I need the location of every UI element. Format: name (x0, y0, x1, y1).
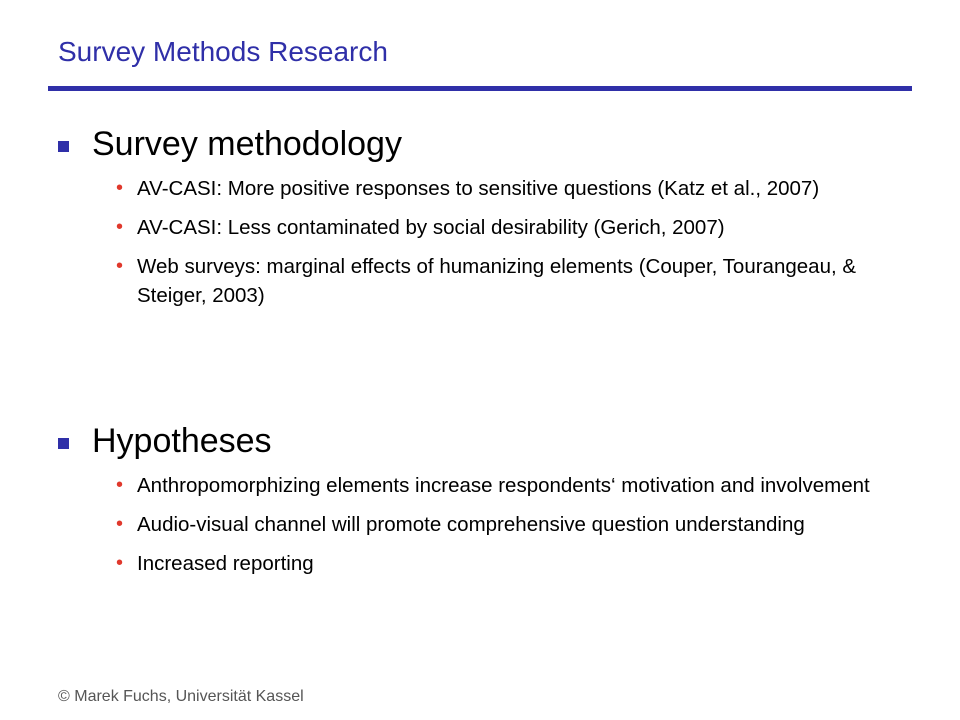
list-item (58, 471, 887, 500)
bullet-dot-icon: • (116, 177, 124, 199)
list-item (58, 252, 887, 310)
square-bullet-icon (58, 141, 69, 152)
bullet-list (58, 174, 887, 310)
bullet-dot-icon: • (116, 513, 124, 535)
title-divider (48, 86, 912, 91)
slide-title: Survey Methods Research (58, 36, 388, 67)
list-item (58, 213, 887, 242)
list-item-text: Increased reporting (137, 552, 314, 575)
section-survey-methodology (58, 124, 887, 310)
bullet-dot-icon: • (116, 216, 124, 238)
square-bullet-icon (58, 438, 69, 449)
list-item (58, 174, 887, 203)
section-heading (58, 421, 887, 461)
section-title: Survey methodology (92, 125, 402, 163)
list-item-text: Anthropomorphizing elements increase respondents‘ motivation and involvement (137, 474, 870, 497)
section-hypotheses (58, 421, 887, 578)
bullet-list (58, 471, 887, 578)
list-item-text: AV-CASI: More positive responses to sensitive questions (Katz et al., 2007) (137, 177, 820, 200)
list-item-text: Audio-visual channel will promote comprehensive question understanding (137, 513, 805, 536)
list-item (58, 549, 887, 578)
list-item (58, 510, 887, 539)
bullet-dot-icon: • (116, 255, 124, 277)
footer-copyright: © Marek Fuchs, Universität Kassel (58, 688, 304, 705)
bullet-dot-icon: • (116, 552, 124, 574)
list-item-text: AV-CASI: Less contaminated by social desirability (Gerich, 2007) (137, 216, 725, 239)
list-item-text: Web surveys: marginal effects of humanizing elements (Couper, Tourangeau, & Steiger, 2003) (137, 255, 857, 307)
section-heading (58, 124, 887, 164)
section-title: Hypotheses (92, 422, 272, 460)
bullet-dot-icon: • (116, 474, 124, 496)
